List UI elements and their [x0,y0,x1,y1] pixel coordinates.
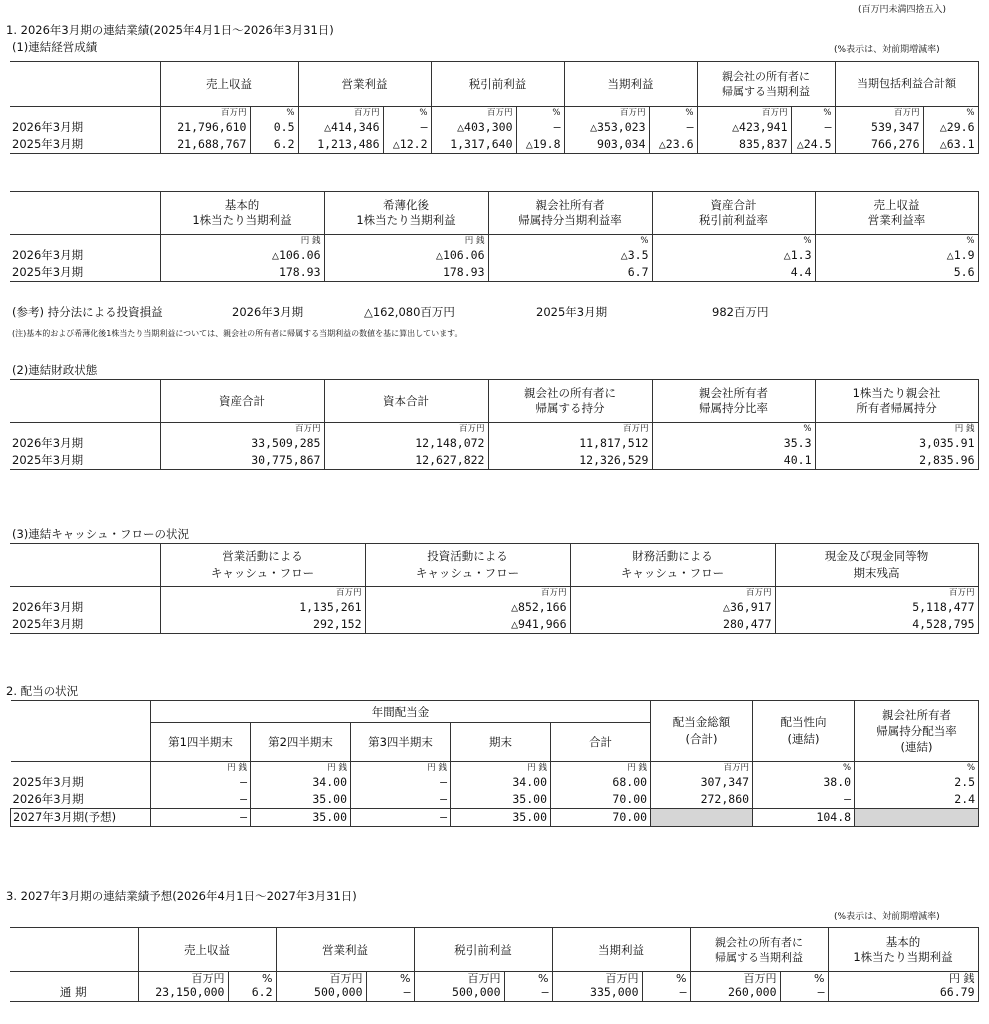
cell: ― [351,809,451,827]
table-row [11,791,979,809]
unit: 円 銭 [828,972,978,985]
unit: 円 銭 [451,762,551,775]
cell: △29.6 [923,119,978,136]
unit: % [488,235,652,248]
cell: 903,034 [564,136,649,154]
unit: % [791,107,835,120]
cell: △852,166 [365,599,570,616]
unit: % [504,972,552,985]
cell: △63.1 [923,136,978,154]
cell: 35.00 [251,809,351,827]
header-total-dividend: 配当金総額 (合計) [651,701,753,762]
unit: % [649,107,697,120]
cell: 12,326,529 [488,452,652,470]
section-1-3-title: (3)連結キャッシュ・フローの状況 [12,527,190,541]
header-doe: 親会社所有者 帰属持分配当率 (連結) [855,701,979,762]
header-basic-eps: 基本的 1株当たり当期利益 [828,928,978,972]
header-net-profit: 当期利益 [552,928,690,972]
unit: 円 銭 [160,235,324,248]
unit: % [815,235,978,248]
cell: △423,941 [697,119,791,136]
unit: 百万円 [276,972,366,985]
cell: 6.2 [250,136,298,154]
header-financing-cf: 財務活動による キャッシュ・フロー [570,544,775,587]
ref-value-1: △162,080百万円 [364,305,455,319]
cell: 1,135,261 [160,599,365,616]
header-operating-cf: 営業活動による キャッシュ・フロー [160,544,365,587]
cell: 0.5 [250,119,298,136]
unit: 百万円 [835,107,923,120]
section-1-2-title: (2)連結財政状態 [12,363,98,377]
operating-results-table [10,61,979,154]
section-1-title: 1. 2026年3月期の連結業績(2025年4月1日～2026年3月31日) [6,23,334,37]
cell: 4,528,795 [775,616,978,634]
cell: 34.00 [451,774,551,791]
cell: 6.7 [488,264,652,282]
unit: 百万円 [160,423,324,436]
table-row [10,264,978,282]
row-label: 2025年3月期 [10,616,160,634]
cell: 1,317,640 [431,136,516,154]
cell: 35.3 [652,435,815,452]
cell: ― [351,774,451,791]
header-diluted-eps: 希薄化後 1株当たり当期利益 [324,192,488,235]
header-operating-profit: 営業利益 [276,928,414,972]
financial-position-table [10,379,979,470]
cell: 3,035.91 [815,435,978,452]
table-row [10,119,978,136]
cell: △353,023 [564,119,649,136]
cell: 33,509,285 [160,435,324,452]
cell: ― [383,119,431,136]
cell: 500,000 [276,984,366,1002]
cell: 5,118,477 [775,599,978,616]
unit: 百万円 [488,423,652,436]
cell: 21,688,767 [160,136,250,154]
header-q3: 第3四半期末 [351,723,451,762]
header-comprehensive-income: 当期包括利益合計額 [835,62,978,107]
cell: 6.2 [228,984,276,1002]
table-row [10,136,978,154]
ref-value-2: 982百万円 [712,305,769,319]
table-row [10,435,978,452]
cell: △23.6 [649,136,697,154]
cell: △1.9 [815,247,978,264]
cell: 12,627,822 [324,452,488,470]
cell: 335,000 [552,984,642,1002]
header-operating-margin: 売上収益 営業利益率 [815,192,978,235]
row-label: 2025年3月期 [10,136,160,154]
cell: 35.00 [451,809,551,827]
cell: △106.06 [160,247,324,264]
unit: 百万円 [160,587,365,600]
unit: 百万円 [564,107,649,120]
cell: 835,837 [697,136,791,154]
unit: 百万円 [690,972,780,985]
cell: ― [366,984,414,1002]
table-row-forecast [11,809,979,827]
cell-shaded [855,809,979,827]
unit: % [652,235,815,248]
ref-period-2: 2025年3月期 [536,305,608,319]
cell: ― [516,119,564,136]
row-label: 2026年3月期 [10,435,160,452]
cell: 21,796,610 [160,119,250,136]
cell: 70.00 [551,791,651,809]
percent-note-2: (%表示は、対前期増減率) [834,912,940,922]
row-label: 2025年3月期 [11,774,151,791]
corner-cell [10,62,160,107]
unit: 百万円 [365,587,570,600]
cell: △403,300 [431,119,516,136]
cell: 11,817,512 [488,435,652,452]
cell: 260,000 [690,984,780,1002]
unit: 百万円 [651,762,753,775]
header-net-profit: 当期利益 [564,62,697,107]
unit: 百万円 [298,107,383,120]
header-basic-eps: 基本的 1株当たり当期利益 [160,192,324,235]
cell: 38.0 [753,774,855,791]
cell: ― [753,791,855,809]
header-pretax-profit: 税引前利益 [431,62,564,107]
header-cash-balance: 現金及び現金同等物 期末残高 [775,544,978,587]
unit: % [383,107,431,120]
table-row [10,247,978,264]
section-1-1-title: (1)連結経営成績 [12,40,98,54]
header-owners-profit: 親会社の所有者に 帰属する当期利益 [697,62,835,107]
unit: 百万円 [414,972,504,985]
cell: △12.2 [383,136,431,154]
cell: 307,347 [651,774,753,791]
section-3-title: 3. 2027年3月期の連結業績予想(2026年4月1日～2027年3月31日) [6,889,357,903]
unit: 百万円 [570,587,775,600]
cell: 178.93 [324,264,488,282]
unit: % [642,972,690,985]
header-q2: 第2四半期末 [251,723,351,762]
cell: △941,966 [365,616,570,634]
cell: 2.5 [855,774,979,791]
cell: ― [649,119,697,136]
unit: % [652,423,815,436]
header-payout-ratio: 配当性向 (連結) [753,701,855,762]
unit: % [753,762,855,775]
cell: △414,346 [298,119,383,136]
cell: △106.06 [324,247,488,264]
cell: △19.8 [516,136,564,154]
unit: 円 銭 [151,762,251,775]
cell: ― [151,809,251,827]
cash-flow-table [10,543,979,634]
unit: % [923,107,978,120]
row-label: 2026年3月期 [11,791,151,809]
section-2-title: 2. 配当の状況 [6,684,79,698]
cell: 104.8 [753,809,855,827]
ref-period-1: 2026年3月期 [232,305,304,319]
unit: 百万円 [775,587,978,600]
header-bps: 1株当たり親会社 所有者帰属持分 [815,380,978,423]
unit: % [250,107,298,120]
unit: 円 銭 [551,762,651,775]
cell: 4.4 [652,264,815,282]
dividend-table [10,700,979,827]
unit: 円 銭 [251,762,351,775]
cell: ― [642,984,690,1002]
unit: 円 銭 [324,235,488,248]
cell: 292,152 [160,616,365,634]
header-year-end: 期末 [451,723,551,762]
cell: 178.93 [160,264,324,282]
cell: △24.5 [791,136,835,154]
unit: 百万円 [552,972,642,985]
unit: 円 銭 [815,423,978,436]
cell: 23,150,000 [138,984,228,1002]
per-share-ratios-table [10,191,979,282]
row-label: 2026年3月期 [10,599,160,616]
header-annual-dividend: 年間配当金 [151,701,651,723]
header-total-assets: 資産合計 [160,380,324,423]
table-row [11,774,979,791]
cell: ― [151,774,251,791]
header-investing-cf: 投資活動による キャッシュ・フロー [365,544,570,587]
cell: △36,917 [570,599,775,616]
cell: 70.00 [551,809,651,827]
forecast-table [10,927,979,1002]
header-revenue: 売上収益 [138,928,276,972]
table-row [10,452,978,470]
row-label: 通 期 [10,984,138,1002]
cell: ― [791,119,835,136]
percent-note: (%表示は、対前期増減率) [834,45,940,55]
cell: △1.3 [652,247,815,264]
header-owners-equity: 親会社の所有者に 帰属する持分 [488,380,652,423]
cell: 280,477 [570,616,775,634]
unit: % [780,972,828,985]
header-roa: 資産合計 税引前利益率 [652,192,815,235]
unit: % [228,972,276,985]
cell: 40.1 [652,452,815,470]
row-label: 2026年3月期 [10,247,160,264]
ref-label: (参考) 持分法による投資損益 [12,305,163,319]
cell: 500,000 [414,984,504,1002]
cell: 5.6 [815,264,978,282]
table-row [10,616,978,634]
eps-footnote: (注)基本的および希薄化後1株当たり当期利益については、親会社の所有者に帰属する当期利益の数値を基に算出しています。 [12,329,463,338]
header-total-equity: 資本合計 [324,380,488,423]
header-total: 合計 [551,723,651,762]
unit: 百万円 [160,107,250,120]
cell: 66.79 [828,984,978,1002]
cell: 1,213,486 [298,136,383,154]
table-row [10,984,978,1002]
row-label: 2027年3月期(予想) [11,809,151,827]
cell: 272,860 [651,791,753,809]
row-label: 2025年3月期 [10,452,160,470]
cell: 34.00 [251,774,351,791]
cell: ― [151,791,251,809]
cell: ― [780,984,828,1002]
cell: 12,148,072 [324,435,488,452]
unit: 百万円 [431,107,516,120]
cell: 35.00 [251,791,351,809]
table-row [10,599,978,616]
header-equity-ratio: 親会社所有者 帰属持分比率 [652,380,815,423]
cell: 68.00 [551,774,651,791]
header-roe: 親会社所有者 帰属持分当期利益率 [488,192,652,235]
row-label: 2025年3月期 [10,264,160,282]
header-q1: 第1四半期末 [151,723,251,762]
cell: 539,347 [835,119,923,136]
cell: 35.00 [451,791,551,809]
unit: 百万円 [138,972,228,985]
cell: 2,835.96 [815,452,978,470]
cell: ― [504,984,552,1002]
header-owners-profit: 親会社の所有者に 帰属する当期利益 [690,928,828,972]
header-operating-profit: 営業利益 [298,62,431,107]
cell: 766,276 [835,136,923,154]
cell: ― [351,791,451,809]
header-revenue: 売上収益 [160,62,298,107]
rounding-note: (百万円未満四捨五入) [858,5,947,15]
cell: △3.5 [488,247,652,264]
cell: 2.4 [855,791,979,809]
unit: % [366,972,414,985]
header-pretax-profit: 税引前利益 [414,928,552,972]
unit: 百万円 [697,107,791,120]
unit: % [855,762,979,775]
unit: 円 銭 [351,762,451,775]
unit: % [516,107,564,120]
row-label: 2026年3月期 [10,119,160,136]
cell-shaded [651,809,753,827]
cell: 30,775,867 [160,452,324,470]
unit: 百万円 [324,423,488,436]
